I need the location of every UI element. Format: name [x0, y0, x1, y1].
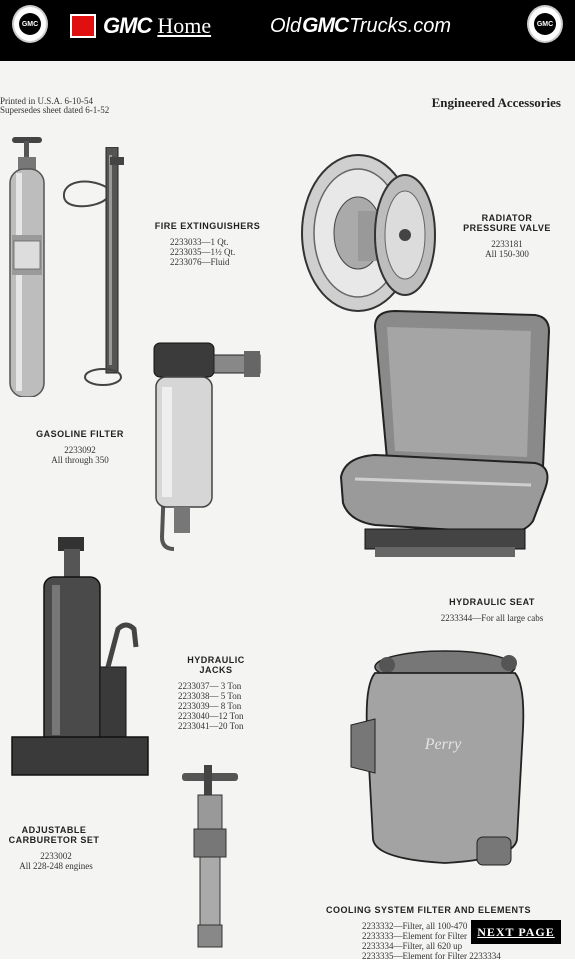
hydraulic-jacks-line-2: 2233038— 5 Ton — [178, 691, 242, 701]
gasoline-filter-image — [148, 337, 268, 563]
carburetor-set-line-1: 2233002 — [40, 851, 72, 861]
site-prefix: Old — [270, 15, 302, 37]
fire-extinguishers-line-2: 2233035—1½ Qt. — [170, 247, 236, 257]
printed-line-2: Supersedes sheet dated 6-1-52 — [0, 105, 110, 115]
gmc-badge-left-icon — [12, 5, 48, 43]
site-name — [270, 14, 451, 38]
gasoline-filter-line-2: All through 350 — [51, 455, 109, 465]
radiator-valve-lines — [448, 239, 566, 259]
hydraulic-seat-image — [335, 307, 560, 577]
carburetor-set-image — [176, 765, 246, 955]
site-mid: GMC — [302, 14, 349, 37]
fire-extinguisher-image — [4, 137, 59, 397]
extinguisher-bracket-image — [58, 147, 138, 397]
cooling-filter-title: COOLING SYSTEM FILTER AND ELEMENTS — [326, 905, 532, 915]
next-page-button[interactable]: NEXT PAGE — [471, 920, 561, 944]
hydraulic-seat-line-1: 2233344—For all large cabs — [440, 613, 544, 623]
hydraulic-jack-image — [8, 537, 158, 781]
cooling-filter-line-1: 2233332—Filter, all 100-470 — [362, 921, 468, 931]
fire-extinguishers-lines — [170, 237, 235, 267]
gasoline-filter-line-1: 2233092 — [64, 445, 96, 455]
fire-extinguishers-line-1: 2233033—1 Qt. — [170, 237, 229, 247]
home-link[interactable] — [70, 12, 211, 40]
carburetor-set-title-1: ADJUSTABLE — [21, 825, 87, 835]
fire-extinguishers-title: FIRE EXTINGUISHERS — [154, 221, 261, 231]
badge-right-text: GMC — [534, 13, 556, 35]
radiator-valve-line-2: All 150-300 — [485, 249, 529, 259]
carburetor-set-line-2: All 228-248 engines — [19, 861, 93, 871]
hydraulic-jacks-line-5: 2233041—20 Ton — [178, 721, 244, 731]
cooling-filter-line-4: 2233335—Element for Filter 2233334 — [362, 951, 501, 961]
hydraulic-seat-lines — [422, 613, 562, 623]
radiator-pressure-valve-image — [300, 151, 445, 331]
home-square-icon — [70, 14, 96, 38]
home-brand: GMC — [103, 13, 152, 38]
hydraulic-seat-title: HYDRAULIC SEAT — [449, 597, 535, 607]
radiator-valve-line-1: 2233181 — [491, 239, 523, 249]
radiator-valve-title-1: RADIATOR — [481, 213, 533, 223]
gasoline-filter-title: GASOLINE FILTER — [36, 429, 124, 439]
gasoline-filter-lines — [20, 445, 140, 465]
home-label: Home — [157, 13, 212, 38]
cooling-filter-line-3: 2233334—Filter, all 620 up — [362, 941, 463, 951]
catalog-page — [0, 61, 575, 959]
hydraulic-jacks-lines — [178, 681, 243, 731]
carburetor-set-lines — [4, 851, 108, 871]
cooling-system-filter-image — [345, 649, 540, 881]
fire-extinguishers-line-3: 2233076—Fluid — [170, 257, 230, 267]
hydraulic-jacks-title-1: HYDRAULIC — [187, 655, 245, 665]
hydraulic-jacks-title-2: JACKS — [199, 665, 233, 675]
hydraulic-jacks-line-1: 2233037— 3 Ton — [178, 681, 242, 691]
page-heading: Engineered Accessories — [431, 95, 561, 110]
printed-line-1: Printed in U.S.A. 6-10-54 — [0, 96, 93, 106]
hydraulic-jacks-line-4: 2233040—12 Ton — [178, 711, 244, 721]
site-suffix: Trucks.com — [349, 15, 451, 37]
carburetor-set-title-2: CARBURETOR SET — [8, 835, 100, 845]
radiator-valve-title-2: PRESSURE VALVE — [463, 223, 551, 233]
gmc-badge-right-icon — [527, 5, 563, 43]
cooling-filter-line-2: 2233333—Element for Filter — [362, 931, 467, 941]
hydraulic-jacks-line-3: 2233039— 8 Ton — [178, 701, 242, 711]
cooling-filter-label-art: Perry — [424, 736, 462, 753]
badge-left-text: GMC — [19, 13, 41, 35]
top-bar — [0, 0, 575, 61]
